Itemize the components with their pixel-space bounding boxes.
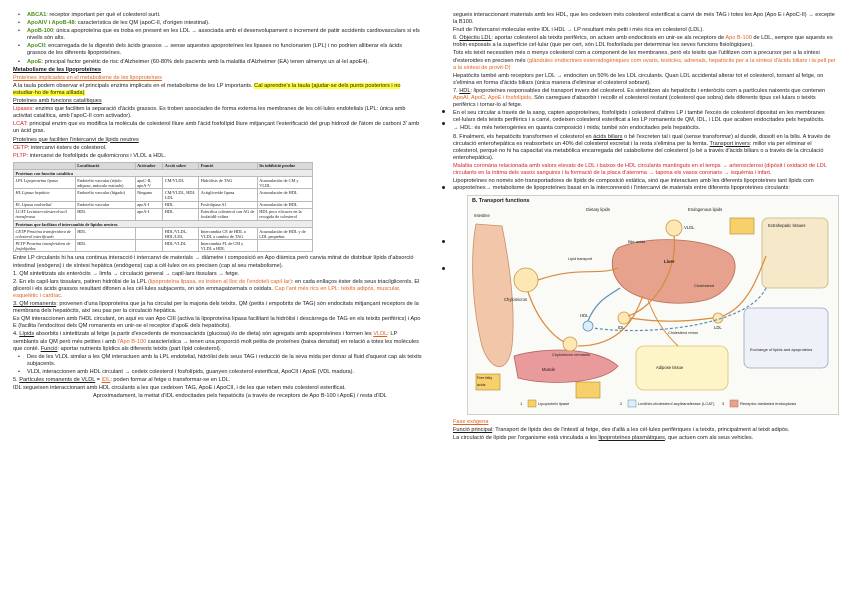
figure-label: Muscle — [542, 367, 556, 373]
table-row: CETP Proteína transferidora de colesterol esterificado HDL HDL/VLDL, HDL/LDL Intercambia CE de HDL a VLDL a cambio de TAG Acumulación de HDL y de LDL pequeñas — [14, 228, 313, 240]
figure-label: Cholesterol return — [668, 331, 699, 336]
catalytic-heading: Proteïnes amb funcions catalítiques — [13, 98, 102, 105]
bullet-marker — [442, 122, 445, 125]
hdl-circulation-paragraph: En el seu circular a través de la sang, capten apoproteïnes, fosfolípids i colesterol d'altres LP i també l'excés de colesterol dipositat en les membranes cel·lulars dels teixits perifèrics i a canvi, cedeixen colesterol esterificat a les LP romanents de QM, IDL, i LDL que acaben endocitades pels hepatòcits. — [453, 110, 825, 124]
figure-label: Extrahepatic tissues — [768, 223, 806, 229]
lipoprotein-summary: Lipoproteïnes no només són transportadores de lípids de composició estàtica, sinó que interactuen amb les diferents lipoproteïnes tant lípids com apoproteïnes→ metabolisme de lipoproteïnes basat en la interconnexió i l'intercanvi de materials entre diferents lipoproteïnes circulants: — [453, 178, 814, 192]
table-header-row: Localització Activador Acció sobre Funció Its inhibició produe — [14, 162, 313, 169]
flow-arrow — [528, 292, 564, 342]
table-section-row: Proteïnas que facilitan el intercambio de lípidos neutros — [14, 220, 313, 227]
list-item: • ApoE: principal factor genètic de risc d'Alzheimer (60-80% dels pacients amb la malaltia d'Alzheimer (EA) tenen almenys un al·lel apoE4). — [27, 59, 423, 66]
lipoprotein-enzymes-table — [13, 162, 313, 253]
lcat-paragraph: LCAT: principal enzim que es modifica la molècula de colesterol lliure amb l'àcid fosfolípid lliure mitjançant l'esterificació del grup hidroxil de l'àtom de carboni 3' amb un àcid gras. — [13, 121, 420, 135]
section-title: Metabolisme de les lipoproteïnes — [13, 66, 101, 73]
subsection-title: Proteïnes implicades en el metabolisme de les lipoproteïnes — [13, 74, 162, 81]
free-fatty-acids-box — [576, 382, 600, 398]
legend-number: 2 — [620, 401, 623, 407]
figure-label: Receptor-mediated endocytosis — [740, 401, 797, 407]
figure-label: Cholesterol — [694, 283, 715, 289]
chylomicron-remnant-particle — [563, 337, 577, 351]
step-7: 7. HDL: lipoproteïnes responsables del transport invers del colesterol. Es sintetitzen als hepatòcits i enteròcits com a partícules naixents que contenen ApoAI, ApoC, ApoE i fosfolípids. Són carregues d'absorbir i recollir el colesterol restant (colesterol que sobra) dels diferents tipus cel·lulars o teixits perifèrics i tornar-lo al fetge. — [453, 87, 826, 109]
hepatocytes-paragraph: Hepatòcits també amb receptors per LDL → endociten un 50% de les LDL circulants. Quan LDL accidental alterar tot el colesterol, tornant al fetge, on s'elimina en forma d'àcids biliars (única manera d'eliminar el colesterol sobrant). — [453, 72, 824, 86]
figure-label: Free fatty acids — [477, 376, 493, 388]
list-item: • ABCA1: receptor important per què el colesterol surti. — [27, 12, 423, 19]
transport-functions-figure — [467, 195, 839, 415]
figure-label: Bile acids — [628, 239, 646, 245]
table-row: HL Lipasa hepática Endotelio vascular (hígado) Ninguno CM/VLDL, HDL LDL Actigliceride lipasa Acumulación de HDL — [14, 189, 313, 201]
table-row: LPL Lipoproteína lipasa Endotelio vascular (tejido adiposo, músculo estriado) apoC-II, apoA-V CM/VLDL Hidrólisis de TAG Acumulación de CM y VLDL — [14, 177, 313, 189]
idl-paragraph: IDL segueixen interaccionant amb HDL circulants a les que cedeixen TAG, ApoE i ApoCII, i de les que reben més colesterol esterificat. — [13, 385, 346, 392]
liver-shape — [612, 240, 735, 304]
main-function-paragraph: Funció principal: Transport de lípids des de l'intestí al fetge, des d'allà a les cèl·lules perifèriques i a teixits, principalment al teixit adipós. — [453, 427, 790, 434]
vldl-bullet-list — [13, 354, 423, 376]
legend-swatch — [730, 400, 738, 407]
step-6: 6. Objectiu LDL: aportar colesterol als teixits perifèrics, on actuen amb endocitosis en unir-se als receptors de Apo B-100 de LDL, sempre que aquests es trobin exposats a la superfície cel·lular (que per cert, són LDL fosforilada per determinar les seves funcions fisiològiques). — [453, 35, 833, 49]
figure-label: LDL — [714, 325, 722, 331]
cetp-line: CETP: intercanvi èsters de colesterol. — [13, 144, 107, 151]
list-item: • ApoCII: encarregada de la digestió dels àcids grassos → sense aquestes apoproteïnes les lipases no funcionarien (LPL) i no podrien alliberar els àcids grassos de les diferents lipoproteïnes. — [27, 43, 423, 57]
lipases-paragraph: Lipases: enzims que faciliten la separació d'àcids grassos. Es troben associades de forma externa les membranes de les cèl·lules endotelials (LPL: única amb activitat catalítica, amb l'apoC-II com activador). — [13, 106, 406, 120]
flow-arrow — [588, 288, 620, 321]
legend-number: 3 — [722, 401, 725, 407]
apoprotein-bullet-list — [13, 12, 423, 66]
figure-label: HDL — [580, 313, 589, 319]
table-row: EL Lipasa endotelial Endotelio vascular apoA-I HDL Fosfolipasa A1 Acumulación de HDL — [14, 201, 313, 208]
tissues-paragraph: Tots els teixit necessiten més o menys colesterol com a component de les membranes, però els teixits que l'utilitzen com a precursor per a la síntesi d'esteroides en precisen més (glàndules endocrines esteroidogèniques com ovaris, testicles, adrenals, hepatòcits per a la síntesi d'àcids biliars i la pell per a la síntesi de provit-D) — [453, 50, 836, 71]
figure-label: Lecithin-cholesterol acyltransferase (LCAT) — [638, 401, 715, 407]
figure-label: Liver — [664, 259, 675, 265]
table-row: LCAT Lecitina-colesterol-acil transferasa HDL apoA-I HDL Esterifica colesterol con AG de fosfatidil-colina HDL poco eficaces en la recogida de colesterol — [14, 208, 313, 220]
step-1: 1. QM sintetitzats als enteròcits → limfa → circulació general → capil·lars tissulars → fetge. — [13, 270, 240, 277]
idl-continuation: segueix interaccionant materials amb les HDL, que les cedeixen més colesterol esterificat a canvi de més TAG i totes les Apo (Apo E i ApoC-II) → excepte la B100. — [453, 12, 835, 26]
figure-label: Intestine — [474, 213, 490, 219]
step-3: 3. QM romanents: provenen d'una lipoproteïna que ja ha circulat per la majoria dels teixits. QM (petits i empobrits de TAG) són endocitats mitjançant receptors de la membrana dels hepatòcits, així seu pas per la circulació hepàtica. — [13, 301, 419, 315]
bullet-marker — [442, 110, 445, 113]
list-item: • VLDL interaccionen amb HDL circulant → cedeix colesterol i fosfolípids, guanyen colesterol esterificat, ApoCII i ApoE (VDL madura). — [27, 369, 423, 376]
list-item: • Des de les VLDL similar a les QM interactuen amb la LPL endotelial, hidròlisi dels seus TAG i reducció de la seva mida per donar al fluid d'aquest cap als teixits subjacents. — [27, 354, 423, 368]
flow-arrow — [538, 268, 618, 280]
coronary-disease-note: Malaltia coronària relacionada amb valors elevats de LDL i baixos de HDL circulants mantinguts en el temps → arterosclerosi (dipòsit i oxidació de LDL circulants en la íntima dels vasos sanguinis i la formació de la placa d'ateroma → tapona els vasos coronaris → isquèmia i infart. — [453, 162, 827, 176]
exogenous-phase-title: Fase exògena — [453, 419, 489, 426]
figure-label: VLDL — [684, 225, 695, 231]
figure-label: Dietary lipids — [586, 207, 610, 213]
circulation-paragraph: La circulació de lípids per l'organisme està vinculada a les lipoproteïnes plasmàtiques, que actuen com als seus vehicles. — [453, 435, 754, 442]
list-item: • ApoAIV i ApoB-48: característica de les QM (apoC-II, d'origen intestinal). — [27, 20, 423, 27]
legend-swatch — [628, 400, 636, 407]
table-row: PLTP Proteína transferidora de fosfolípidos HDL HDL/VLDL Intercambia FL de CM y VLDL a HDL — [14, 240, 313, 252]
free-fatty-acids-box — [730, 218, 754, 234]
right-column — [453, 12, 837, 444]
legend-swatch — [528, 400, 536, 407]
figure-label: Chylomicron remnants — [552, 353, 590, 358]
figure-label: Lipoprotein lipase — [538, 401, 570, 407]
step-2: 2. En els capil·lars tissulars, patiren hidròlisi de la LPL (lipoproteïna lipasa, es troben al lloc de l'endoteli capil·lar): en cada enllaços èster dels seus triacilglicerols. El glicerol i els àcids grassos resultant difonen a les cèl·lules subjacents, on són emmagatzemats o oxidats. Cap l'ant més rics en LPL: teixits adipós, muscular, esquelètic i cardíac. — [13, 278, 420, 299]
idl-particle — [618, 312, 630, 324]
bullet-marker — [442, 267, 445, 270]
list-item: • ApoB-100: única apoproteïna que es troba en present en les LDL → associada amb el desenvolupament o increment de patiir accidents cardiovasculars si els nivells són alts. — [27, 28, 423, 42]
hdl-heterogeneity: → HDL: és més heterogènies en quanta composició i mida; també són endocitades pels hepatòcits. — [453, 125, 701, 132]
pltp-line: PLTP: intercanvi de fosfolípids de quilomicrons i VLDL a HDL. — [13, 152, 166, 159]
flow-arrow — [648, 300, 678, 346]
exchange-heading: Proteïnes que faciliten l'intercanvi de lípids neutres — [13, 136, 139, 143]
bullet-marker — [442, 240, 445, 243]
legend-number: 1 — [520, 401, 523, 407]
exchange-box — [744, 308, 828, 368]
step-4: 4. Lípids absorbits i sintetitzats al fetge (a partir d'excedents de monosacàrids (glucosa) i/o de dieta) són agregats amb apoproteïnes i formen les VLDL: LP semblants als QM però més petites i amb l'Apo B-100 característica → tenen una proporció molt petita de proteïnes (baixa densitat) en relació a totes les molècules que conté. Funció: aportar nutrients lipídics als diferents teixits (part lípid colesterol). — [13, 331, 419, 352]
lp-interaction-paragraph: Entre LP circulants hi ha una continua interacció i intercanvi de materials → diàmetre i composició en Apo diàmica però canvia mitrat de distribuir lípids d'absorció intestinal (exògens) i de síntesi hepàtica (endògens) cap a cèl·lules on es precisen (cap al seu metabolisme). — [13, 255, 414, 269]
bullet-marker — [442, 186, 445, 189]
qm-hdl-paragraph: Es QM interaccionen amb l'HDL circulant, on aquí es van Apo CIII (activa la lipoproteïna lipasa facilitant la hidròlisi i descàrrega de TAG en els teixits perifèrics) i Apo E (facilita l'endocitosi dels QM romanents en unir-se el receptor d'apoE dels hepatòcits). — [13, 316, 421, 330]
figure-label: IDL — [618, 325, 625, 331]
figure-title: B. Transport functions — [472, 198, 530, 205]
table-intro: A la taula podem observar el principals enzims implicats en el metabolisme de les LP importants. Cal aprendre's la taula (ajudar-se dels punts posteriors i no estudiar-ho de forma aïllada) — [13, 82, 401, 96]
step-5: 5. Partícules romanents de VLDL = IDL: poden formar al fetge o transformar-se en LDL. — [13, 376, 231, 383]
figure-label: Adipose tissue — [656, 365, 684, 371]
ldl-fruit: Fruit de l'intercanvi molecular entre IDL i HDL → LP resultant més petit i més rica en colesterol (LDL). — [453, 27, 704, 34]
figure-label: Exchange of lipids and apoproteins — [750, 347, 813, 353]
table-section-row: Proteïnas con función catalítica — [14, 169, 313, 176]
figure-label: Chylomicron — [504, 297, 528, 303]
vldl-particle — [666, 220, 682, 236]
flow-arrow — [630, 318, 713, 321]
chylomicron-particle — [514, 268, 538, 292]
step-8: 8. Finalment, els hepatòcits transformen el colesterol en àcids biliars o bé l'excreten tal i qual (sense transformar) al duodè, dissolt en la bilis. A través de circulació enterohepàtica es reabsorbeix un 40% del colesterol excretat i la resta s'elimina per la femta. Transport invers: millor via per eliminar el colesterol, perquè no hi ha capacitat via metabòlica encarregada del catabolisme del colesterol (o bé a través d'àcids biliars o a través de la circulació enterohepàtica). — [453, 133, 831, 161]
highlighted-note: Cal aprendre's la taula (ajudar-se dels punts posteriors i no estudiar-ho de forma aïllada) — [13, 82, 401, 96]
idl-paragraph-2: Aproximadament, la meitat d'IDL endocitades pels hepatòcits (a través de receptors de Apo B-100 i ApoE) / resta d'IDL — [93, 393, 387, 400]
hdl-particle — [583, 321, 593, 331]
figure-label: Endogenous lipids — [688, 207, 723, 213]
figure-label: Lipid transport — [568, 257, 593, 262]
left-column — [13, 12, 423, 401]
